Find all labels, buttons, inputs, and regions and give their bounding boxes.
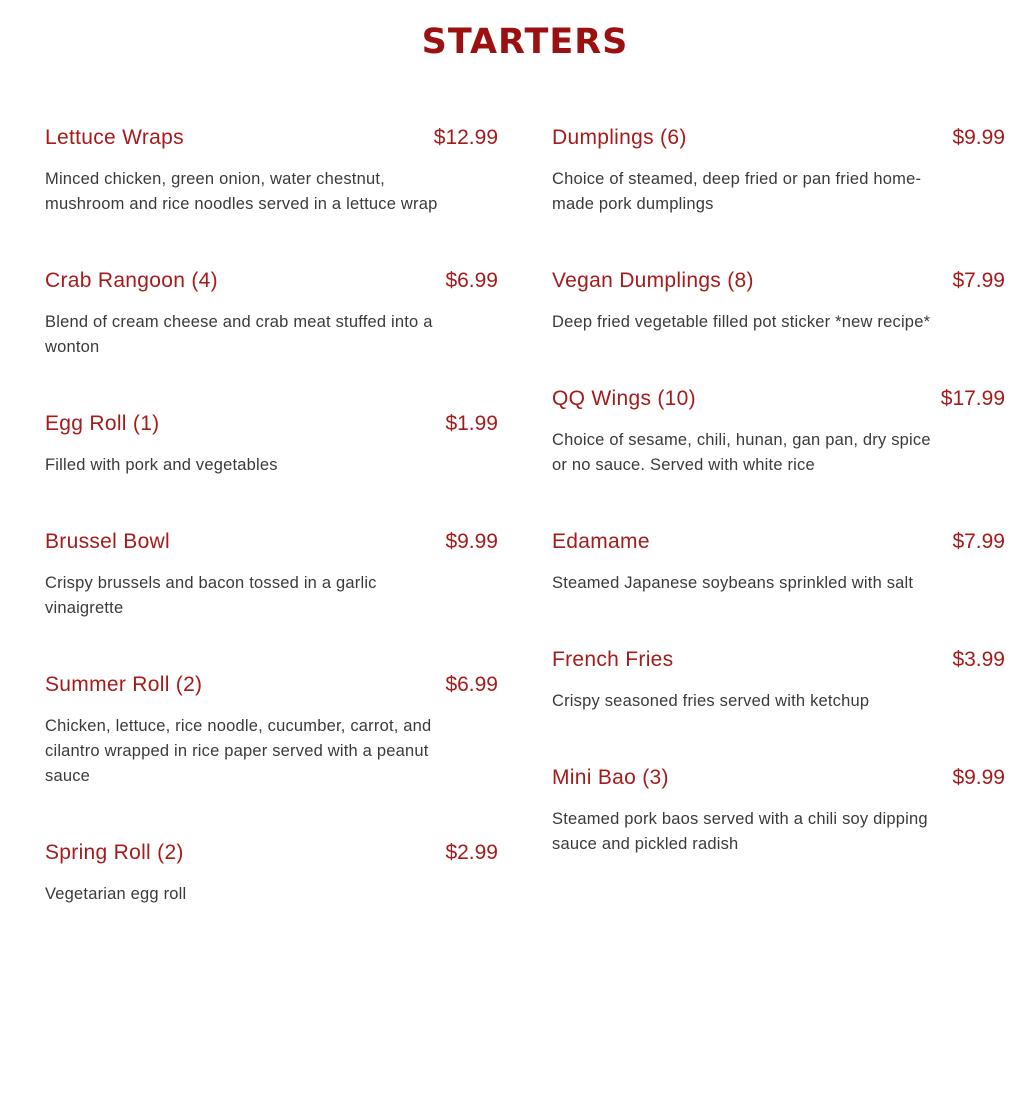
menu-item-name: Crab Rangoon (4)	[45, 269, 218, 292]
menu-item-price: $7.99	[952, 269, 1005, 292]
menu-item	[552, 646, 1005, 714]
menu-item	[45, 839, 498, 907]
menu-item-price: $9.99	[445, 530, 498, 553]
menu-item-description: Blend of cream cheese and crab meat stuffed into a wonton	[45, 313, 433, 356]
menu-item	[552, 528, 1005, 596]
menu-item-name: Egg Roll (1)	[45, 412, 160, 435]
menu-item-price: $2.99	[445, 841, 498, 864]
menu-item-name: Lettuce Wraps	[45, 126, 184, 149]
menu-item-name: Summer Roll (2)	[45, 673, 203, 696]
menu-item-description: Vegetarian egg roll	[45, 885, 187, 903]
menu-item-description: Minced chicken, green onion, water chestnut, mushroom and rice noodles served in a lettuce wrap	[45, 170, 438, 213]
menu-item-name: Brussel Bowl	[45, 530, 170, 553]
menu-item	[45, 528, 498, 621]
menu-item-name: QQ Wings (10)	[552, 387, 696, 410]
menu-column-left	[45, 124, 498, 957]
menu-item-description: Deep fried vegetable filled pot sticker *new recipe*	[552, 313, 931, 331]
menu-item	[45, 124, 498, 217]
menu-item	[552, 267, 1005, 335]
menu-item-description: Choice of sesame, chili, hunan, gan pan, dry spice or no sauce. Served with white rice	[552, 431, 931, 474]
menu-item-price: $6.99	[445, 673, 498, 696]
menu-item	[552, 385, 1005, 478]
menu-item-price: $17.99	[940, 387, 1005, 410]
menu-item-price: $9.99	[952, 126, 1005, 149]
menu-item-description: Steamed pork baos served with a chili soy dipping sauce and pickled radish	[552, 810, 928, 853]
menu-column-right	[552, 124, 1005, 907]
menu-item-price: $1.99	[445, 412, 498, 435]
menu-item-description: Choice of steamed, deep fried or pan fried home-made pork dumplings	[552, 170, 922, 213]
menu-item-price: $3.99	[952, 648, 1005, 671]
menu-item	[45, 671, 498, 789]
menu-item-description: Crispy seasoned fries served with ketchup	[552, 692, 870, 710]
menu-item-description: Steamed Japanese soybeans sprinkled with salt	[552, 574, 914, 592]
menu-item	[552, 124, 1005, 217]
menu-item-description: Filled with pork and vegetables	[45, 456, 278, 474]
menu-item-name: French Fries	[552, 648, 674, 671]
menu-item-price: $7.99	[952, 530, 1005, 553]
menu-item-price: $6.99	[445, 269, 498, 292]
menu-item-price: $9.99	[952, 766, 1005, 789]
menu-item-name: Dumplings (6)	[552, 126, 687, 149]
page-title: STARTERS	[421, 22, 629, 62]
menu-item-name: Spring Roll (2)	[45, 841, 184, 864]
menu-item	[45, 410, 498, 478]
menu-item-price: $12.99	[433, 126, 498, 149]
menu-item-description: Chicken, lettuce, rice noodle, cucumber, carrot, and cilantro wrapped in rice paper served with a peanut sauce	[45, 717, 432, 785]
menu-item-name: Mini Bao (3)	[552, 766, 669, 789]
menu-item	[552, 764, 1005, 857]
menu-item-name: Edamame	[552, 530, 650, 553]
menu-item-name: Vegan Dumplings (8)	[552, 269, 754, 292]
menu-item	[45, 267, 498, 360]
menu-item-description: Crispy brussels and bacon tossed in a garlic vinaigrette	[45, 574, 377, 617]
